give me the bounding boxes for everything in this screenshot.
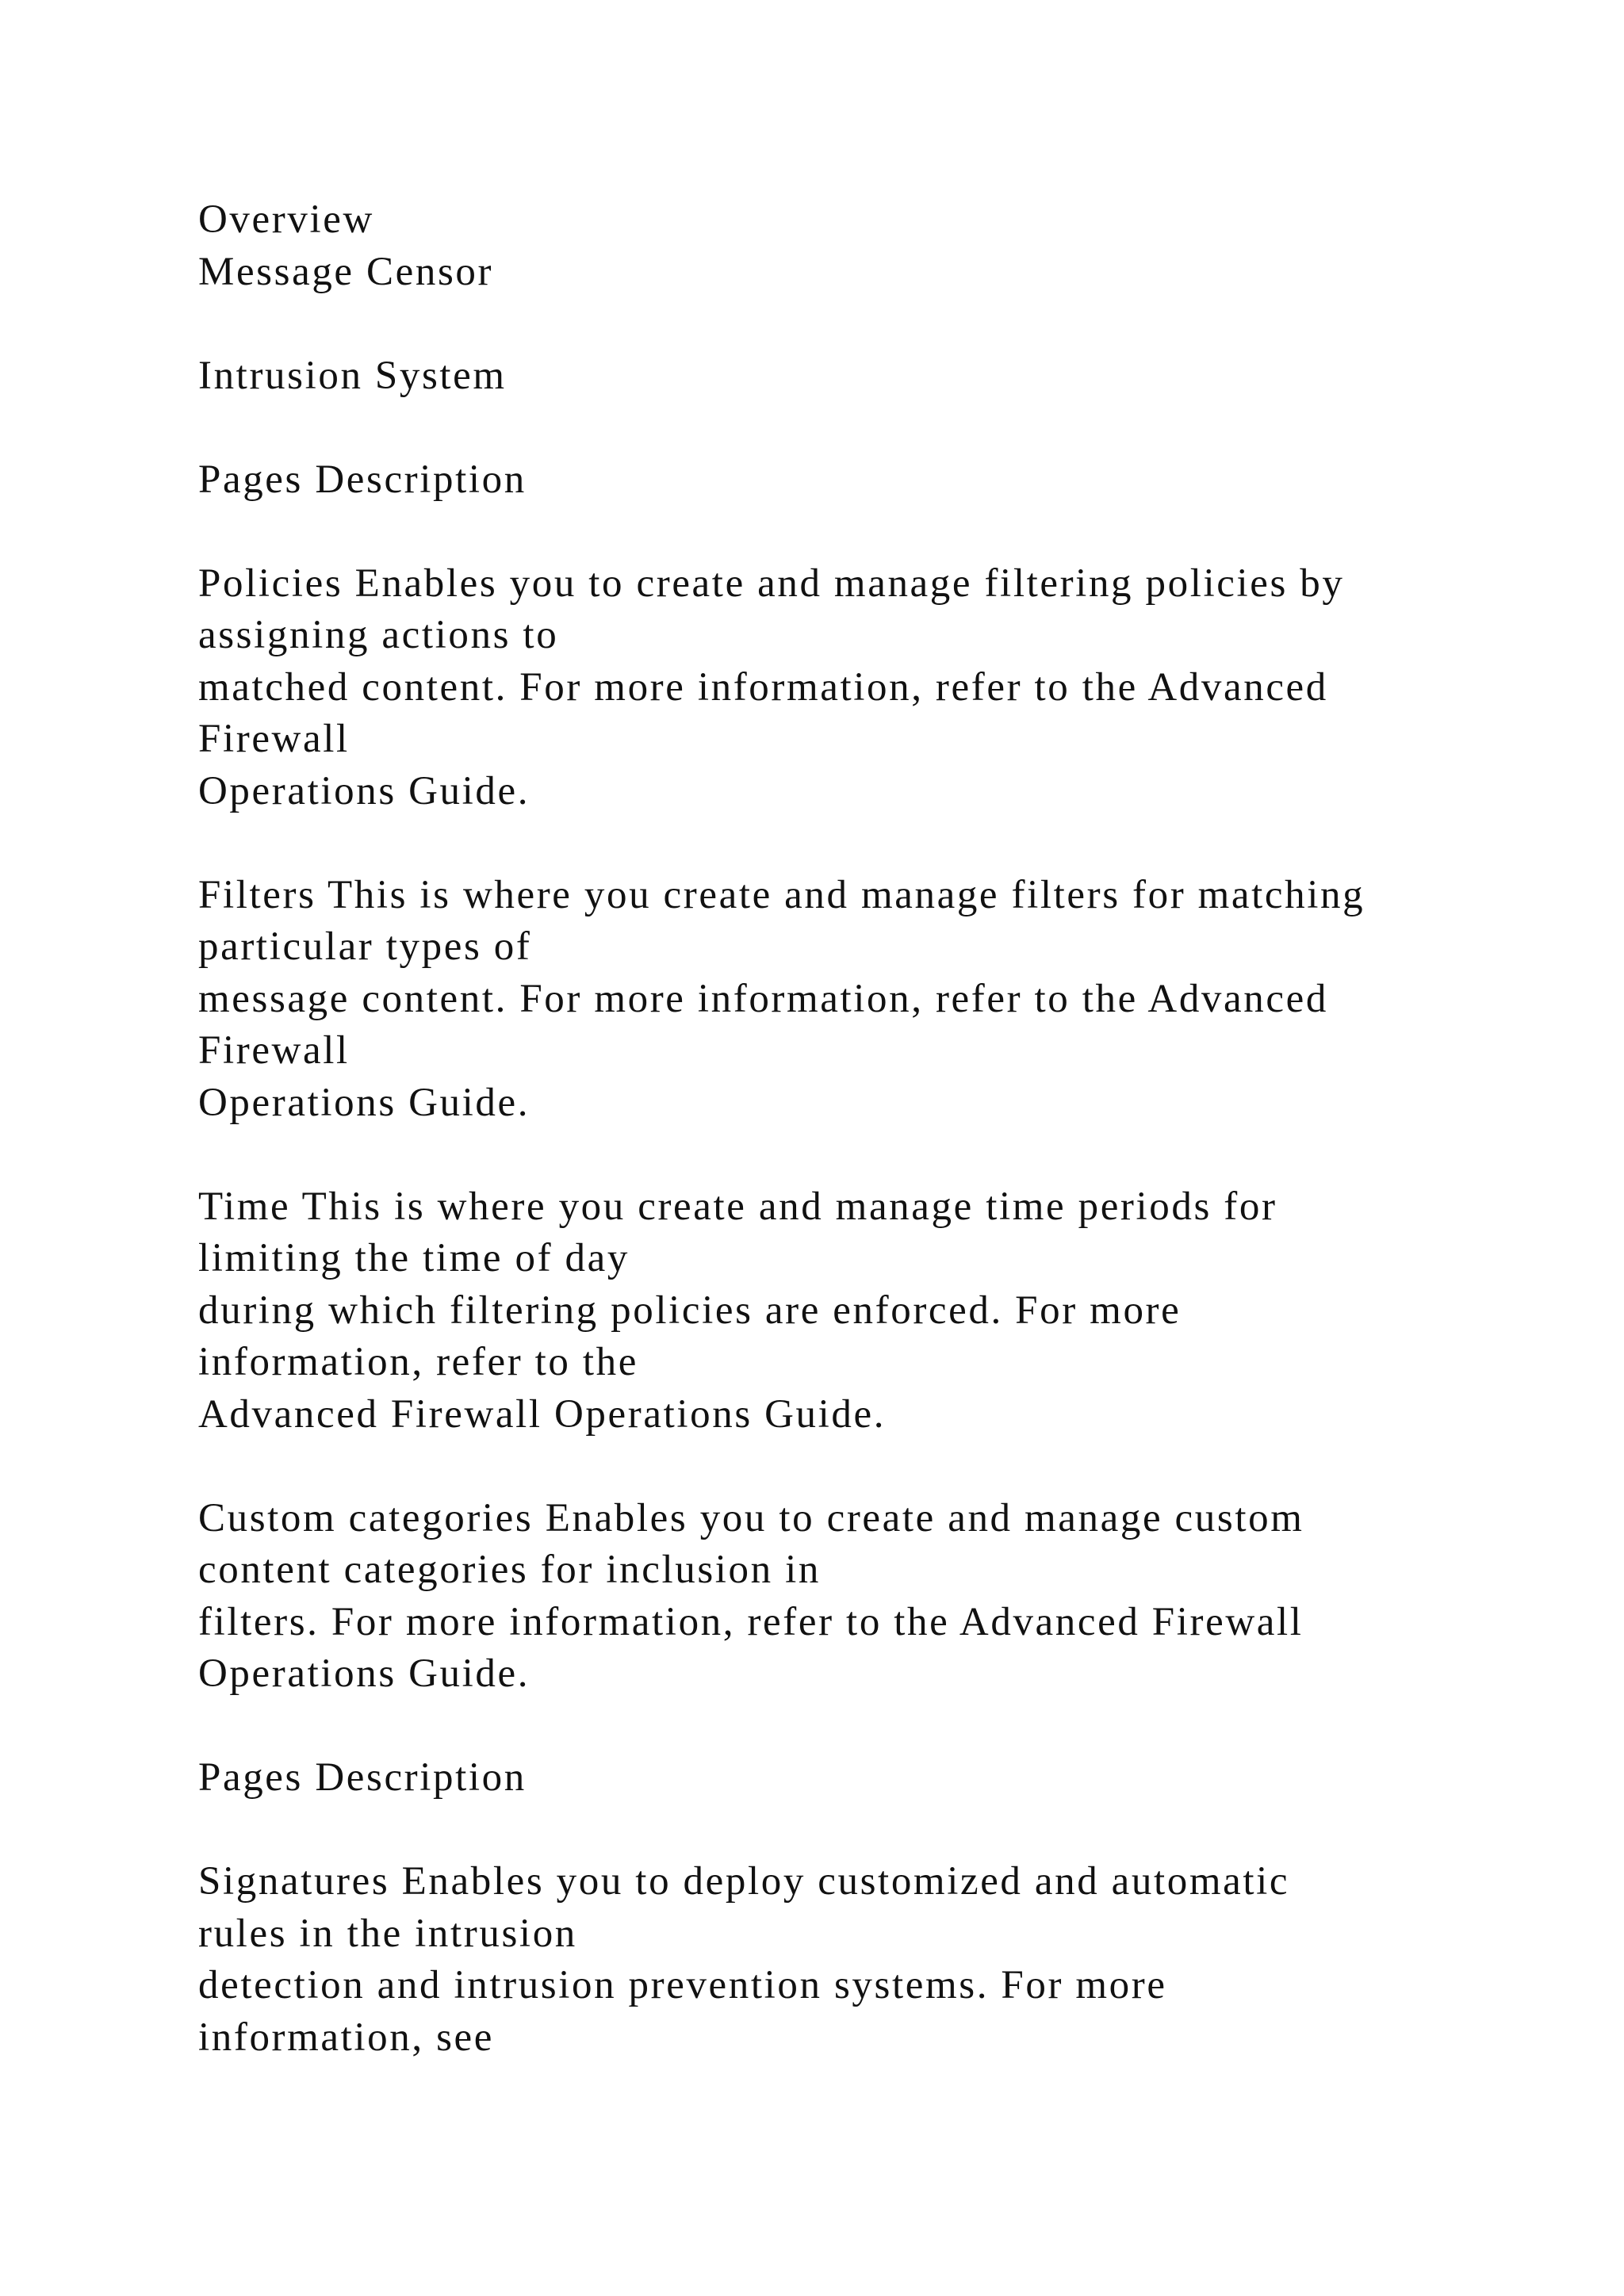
blank-line <box>198 1804 1507 1857</box>
text-line: content categories for inclusion in <box>198 1548 821 1592</box>
text-line: Policies Enables you to create and manage filtering policies by <box>198 561 1345 606</box>
text-line: limiting the time of day <box>198 1236 630 1280</box>
text-line: Advanced Firewall Operations Guide. <box>198 1391 887 1437</box>
blank-line <box>198 402 1507 454</box>
text-line: Filters This is where you create and manage filters for matching <box>198 872 1365 917</box>
text-line: Operations Guide. <box>198 1651 530 1696</box>
text-line: Overview <box>198 197 374 242</box>
text-line: particular types of <box>198 924 532 969</box>
text-line: Firewall <box>198 717 350 761</box>
text-line: Intrusion System <box>198 353 507 398</box>
blank-line <box>198 817 1507 870</box>
text-line: matched content. For more information, refer to the Advanced <box>198 664 1328 710</box>
text-line: Time This is where you create and manage time periods for <box>198 1184 1277 1229</box>
text-line: assigning actions to <box>198 613 559 657</box>
blank-line <box>198 1129 1507 1181</box>
text-line: Pages Description <box>198 1755 527 1800</box>
text-line: information, see <box>198 2015 495 2060</box>
blank-line <box>198 298 1507 350</box>
text-line: Custom categories Enables you to create and manage custom <box>198 1495 1304 1540</box>
text-line: Message Censor <box>198 249 494 294</box>
blank-line <box>198 1701 1507 1753</box>
text-line: during which filtering policies are enforced. For more <box>198 1288 1182 1333</box>
text-line: Pages Description <box>198 457 527 502</box>
text-line: Operations Guide. <box>198 1080 530 1125</box>
text-line: Firewall <box>198 1028 350 1073</box>
text-line: message content. For more information, refer to the Advanced <box>198 976 1328 1021</box>
text-line: Operations Guide. <box>198 768 530 813</box>
document-body <box>198 194 1507 2064</box>
blank-line <box>198 506 1507 558</box>
text-line: rules in the intrusion <box>198 1911 577 1956</box>
blank-line <box>198 1441 1507 1493</box>
text-line: filters. For more information, refer to the Advanced Firewall <box>198 1599 1304 1644</box>
text-line: Signatures Enables you to deploy customized and automatic <box>198 1859 1290 1904</box>
text-line: information, refer to the <box>198 1340 638 1384</box>
text-line: detection and intrusion prevention systems. For more <box>198 1963 1167 2007</box>
